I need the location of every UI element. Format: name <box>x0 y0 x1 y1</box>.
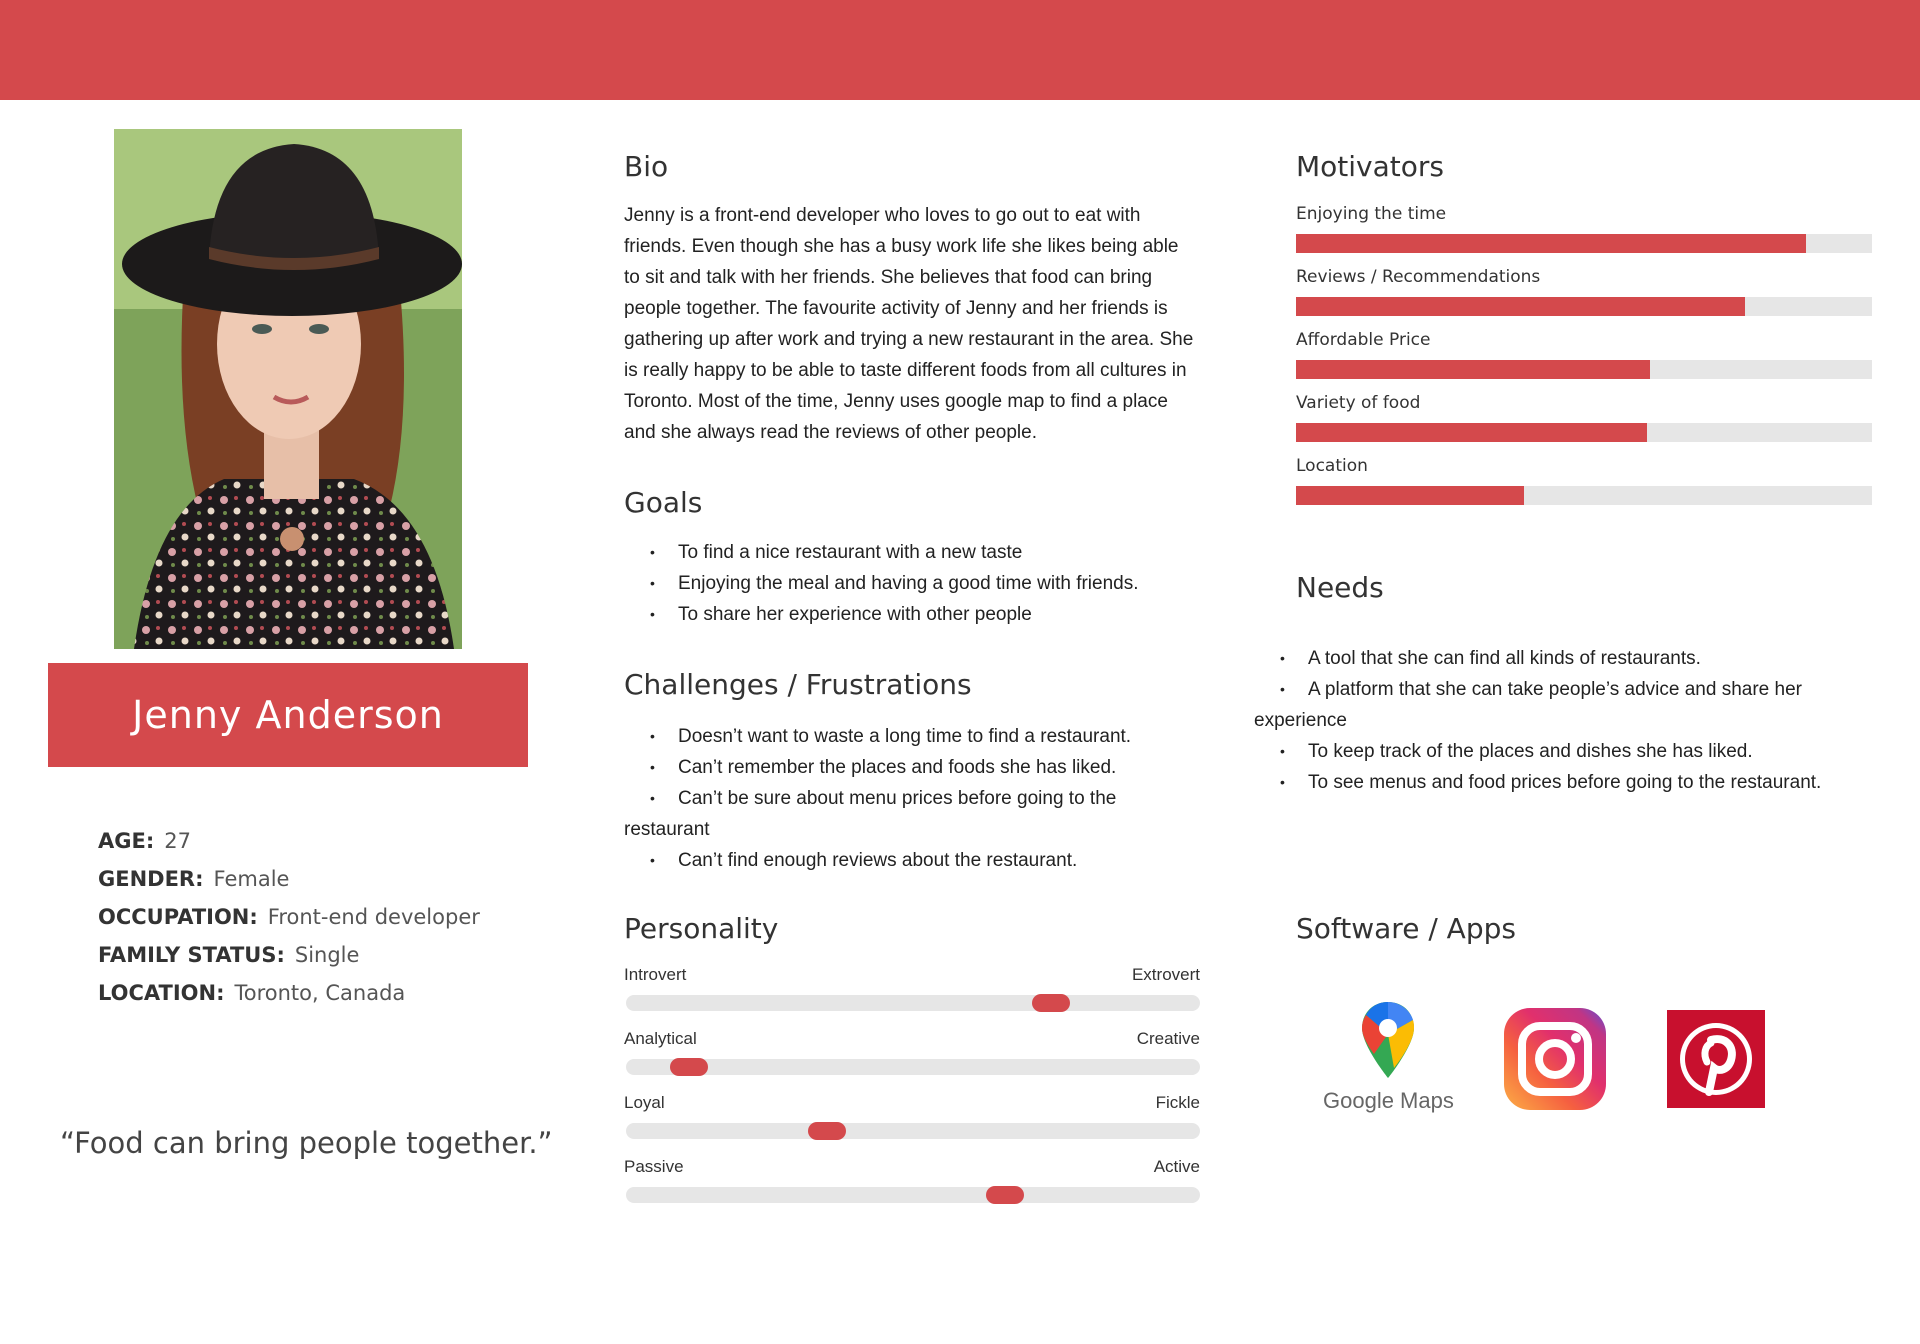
motivator-label: Reviews / Recommendations <box>1296 267 1541 287</box>
list-item: • A platform that she can take people’s advice and share her experience <box>1254 674 1854 736</box>
fact-family-status <box>98 943 480 981</box>
list-item: • Can’t be sure about menu prices before going to the restaurant <box>624 783 1144 845</box>
bio-line: Toronto. Most of the time, Jenny uses google map to find a place <box>624 391 1168 412</box>
list-item: • Can’t find enough reviews about the restaurant. <box>624 845 1144 876</box>
needs-list <box>1254 643 1854 798</box>
persona-photo <box>114 129 462 649</box>
personality-heading: Personality <box>624 912 779 945</box>
fact-value: Female <box>213 867 290 891</box>
challenges-heading: Challenges / Frustrations <box>624 668 972 701</box>
motivator-fill <box>1296 423 1647 442</box>
motivator-track <box>1296 486 1872 505</box>
fact-age <box>98 829 480 867</box>
instagram-icon <box>1502 1006 1608 1117</box>
bio-text <box>624 200 1214 448</box>
personality-scale <box>624 1029 1200 1093</box>
scale-right-label: Fickle <box>1155 1093 1200 1112</box>
scale-right-label: Active <box>1153 1157 1200 1176</box>
motivator-track <box>1296 423 1872 442</box>
fact-label: FAMILY STATUS: <box>98 943 285 967</box>
persona-name: Jenny Anderson <box>132 693 444 737</box>
motivator <box>1296 204 1872 267</box>
motivator-track <box>1296 234 1872 253</box>
scale-knob <box>1032 994 1070 1012</box>
persona-name-banner <box>48 663 528 767</box>
scale-right-label: Creative <box>1136 1029 1200 1048</box>
fact-value: 27 <box>164 829 191 853</box>
motivator-fill <box>1296 234 1806 253</box>
apps-heading: Software / Apps <box>1296 912 1516 945</box>
fact-label: OCCUPATION: <box>98 905 258 929</box>
scale-track <box>626 1059 1200 1075</box>
motivators-heading: Motivators <box>1296 150 1444 183</box>
pinterest-icon <box>1667 1010 1765 1113</box>
motivator-fill <box>1296 297 1745 316</box>
bio-line: is really happy to be able to taste different foods from all cultures in <box>624 360 1187 381</box>
scale-track <box>626 995 1200 1011</box>
fact-value: Single <box>294 943 360 967</box>
motivator-fill <box>1296 360 1650 379</box>
fact-value: Toronto, Canada <box>234 981 406 1005</box>
goals-list <box>624 537 1214 630</box>
list-item: • Enjoying the meal and having a good time with friends. <box>624 568 1214 599</box>
header-bar <box>0 0 1920 100</box>
motivator <box>1296 267 1872 330</box>
motivator-label: Location <box>1296 456 1368 476</box>
bio-line: to sit and talk with her friends. She believes that food can bring <box>624 267 1153 288</box>
motivator-track <box>1296 297 1872 316</box>
list-item: • To share her experience with other people <box>624 599 1214 630</box>
personality-scales <box>624 965 1200 1221</box>
scale-track <box>626 1187 1200 1203</box>
fact-label: LOCATION: <box>98 981 225 1005</box>
list-item: • To keep track of the places and dishes she has liked. <box>1254 736 1854 767</box>
personality-scale <box>624 1093 1200 1157</box>
scale-left-label: Loyal <box>624 1093 665 1112</box>
challenges-list <box>624 721 1144 876</box>
google-maps-icon <box>1360 1000 1416 1085</box>
fact-location <box>98 981 480 1019</box>
list-item: • A tool that she can find all kinds of restaurants. <box>1254 643 1854 674</box>
motivator <box>1296 456 1872 519</box>
personality-scale <box>624 1157 1200 1221</box>
scale-knob <box>670 1058 708 1076</box>
motivator-label: Affordable Price <box>1296 330 1431 350</box>
goals-heading: Goals <box>624 486 703 519</box>
list-item: • Doesn’t want to waste a long time to find a restaurant. <box>624 721 1144 752</box>
list-item: • To find a nice restaurant with a new taste <box>624 537 1214 568</box>
persona-quote: “Food can bring people together.” <box>60 1126 553 1160</box>
scale-left-label: Analytical <box>624 1029 697 1048</box>
bio-line: friends. Even though she has a busy work life she likes being able <box>624 236 1179 257</box>
list-item: • To see menus and food prices before going to the restaurant. <box>1254 767 1854 798</box>
bio-line: Jenny is a front-end developer who loves to go out to eat with <box>624 205 1141 226</box>
scale-knob <box>808 1122 846 1140</box>
bio-line: people together. The favourite activity of Jenny and her friends is <box>624 298 1168 319</box>
scale-track <box>626 1123 1200 1139</box>
scale-left-label: Introvert <box>624 965 687 984</box>
fact-label: AGE: <box>98 829 155 853</box>
bio-heading: Bio <box>624 150 669 183</box>
motivator-track <box>1296 360 1872 379</box>
list-item: • Can’t remember the places and foods she has liked. <box>624 752 1144 783</box>
motivator <box>1296 393 1872 456</box>
scale-knob <box>986 1186 1024 1204</box>
scale-right-label: Extrovert <box>1131 965 1200 984</box>
motivator <box>1296 330 1872 393</box>
motivators-list <box>1296 204 1872 519</box>
motivator-label: Variety of food <box>1296 393 1421 413</box>
persona-facts <box>98 829 480 1019</box>
scale-left-label: Passive <box>624 1157 684 1176</box>
bio-line: and she always read the reviews of other people. <box>624 422 1037 443</box>
fact-occupation <box>98 905 480 943</box>
google-maps-label: Google Maps <box>1323 1088 1454 1113</box>
motivator-fill <box>1296 486 1524 505</box>
fact-gender <box>98 867 480 905</box>
needs-heading: Needs <box>1296 571 1384 604</box>
bio-line: gathering up after work and trying a new restaurant in the area. She <box>624 329 1194 350</box>
motivator-label: Enjoying the time <box>1296 204 1447 224</box>
personality-scale <box>624 965 1200 1029</box>
fact-value: Front-end developer <box>267 905 480 929</box>
fact-label: GENDER: <box>98 867 204 891</box>
